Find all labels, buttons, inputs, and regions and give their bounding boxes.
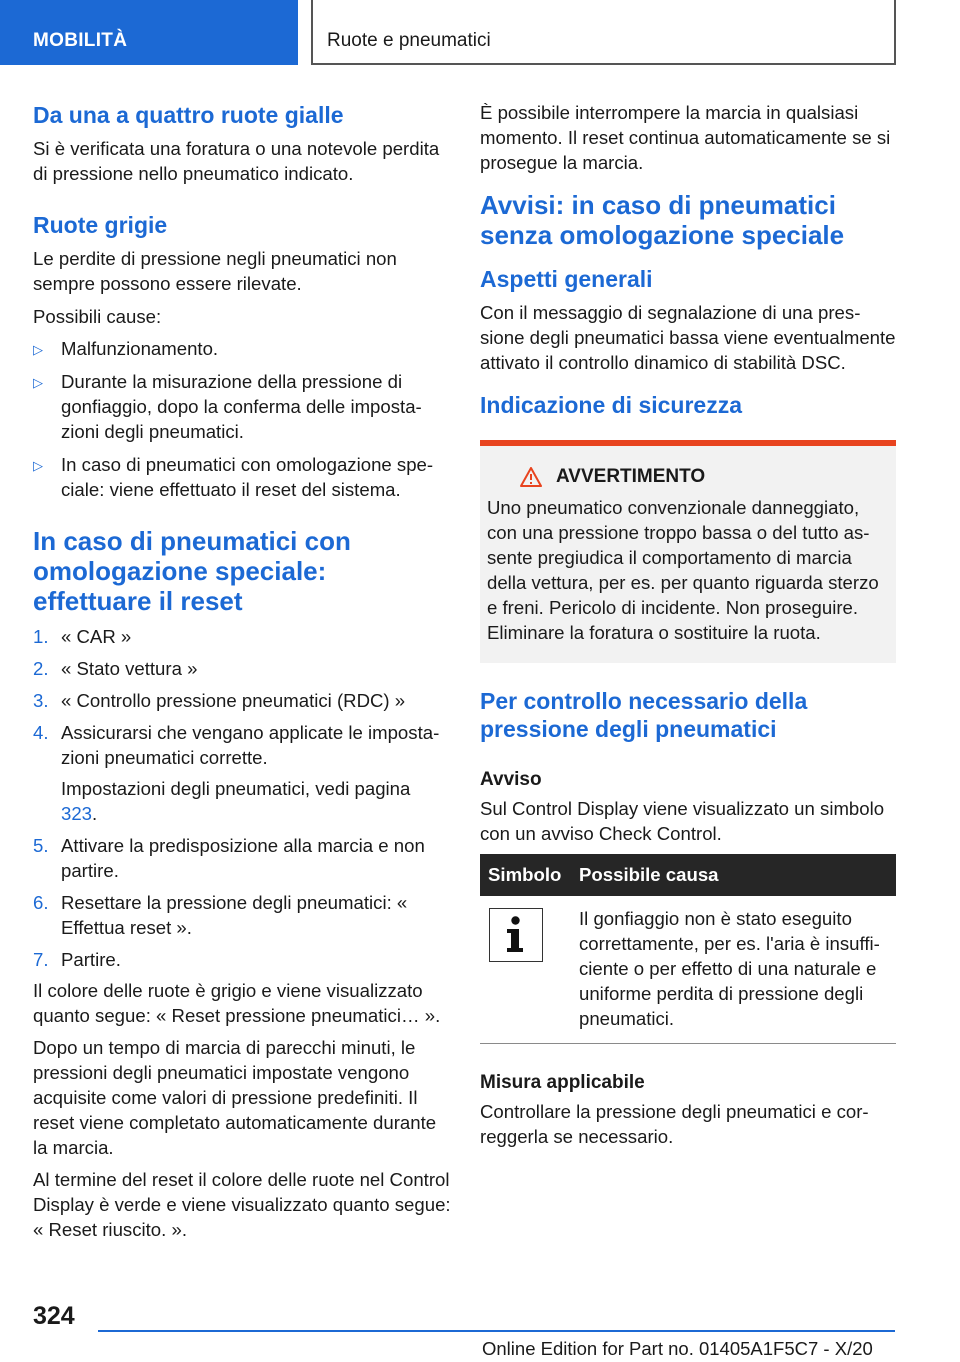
list-item: ▷ In caso di pneumatici con omologazione speciale: viene effettuato il reset del sistema. [33,454,434,500]
symbol-cell [480,896,571,1044]
avviso-text: Sul Control Display viene visualizzato un simbolo con un avviso Check Control. [480,798,885,844]
reset-steps-list [33,624,451,972]
list-item: 6. Resettare la pressione degli pneumatici: « Effettua reset ». [33,892,408,938]
yellow-wheels-heading: Da una a quattro ruote gialle [33,102,344,128]
yellow-wheels-text: Si è verificata una foratura o una notevole perdita di pressione nello pneumatico indicato. [33,138,440,184]
notices-heading: Avvisi: in caso di pneumatici senza omologazione speciale [480,190,845,250]
check-heading: Per controllo necessario della pressione degli pneumatici [480,688,808,742]
warning-triangle-icon [520,467,542,487]
right-column [480,100,896,1149]
safety-heading: Indicazione di sicurezza [480,392,743,418]
warning-title [520,464,888,489]
section-tab [0,0,298,65]
warning-text: Uno pneumatico convenzionale danneggiato, con una pressione troppo bassa o del tutto assente pregiudica il comportamento di marcia della vettura, per es. per quanto riguarda sterzo e freni. Pericolo di incidente. Non proseguire. Eliminare la foratura o sostituire la ruota. [487,497,879,643]
reset-auto-text: Dopo un tempo di marcia di parecchi minuti, le pressioni degli pneumatici impostate vengono acquisite come valori di pressione predefiniti. Il reset viene completato automaticamente durante la marcia. [33,1037,437,1158]
reset-complete-text: Al termine del reset il colore delle ruote nel Control Display è verde e viene visualizzato quanto segue: « Reset riuscito. ». [33,1169,451,1240]
list-item: 1. « CAR » [33,626,132,647]
measure-label: Misura applicabile [480,1072,645,1093]
cause-column-header: Possibile causa [571,854,896,896]
warning-box [480,440,896,663]
reset-heading: In caso di pneumatici con omologazione speciale: effettuare il reset [33,526,351,616]
chapter-title: Ruote e pneumatici [327,30,491,51]
triangle-bullet-icon: ▷ [33,458,43,473]
table-header-row [480,854,896,896]
step-subnote: Impostazioni degli pneumatici, vedi pagina 323. [61,778,411,824]
measure-text: Controllare la pressione degli pneumatici e correggerla se necessario. [480,1101,869,1147]
list-item: 4. Assicurarsi che vengano applicate le impostazioni pneumatici corrette. Impostazioni degli pneumatici, vedi pagina 323. [33,720,451,826]
list-item: 7. Partire. [33,949,121,970]
left-column [33,100,451,1242]
triangle-bullet-icon: ▷ [33,375,43,390]
interrupt-text: È possibile interrompere la marcia in qualsiasi momento. Il reset continua automaticamente se si prosegue la marcia. [480,102,891,173]
list-item: ▷ Durante la misurazione della pressione di gonfiaggio, dopo la conferma delle impostazioni degli pneumatici. [33,371,422,442]
page-number: 324 [33,1302,75,1330]
symbol-table [480,854,896,1044]
general-text: Con il messaggio di segnalazione di una pressione degli pneumatici bassa viene eventualmente attivato il controllo dinamico di stabilità DSC. [480,302,896,373]
list-item: 5. Attivare la predisposizione alla marcia e non partire. [33,835,425,881]
list-item: 2. « Stato vettura » [33,658,198,679]
list-item: 3. « Controllo pressione pneumatici (RDC) » [33,690,406,711]
list-item: ▷ Malfunzionamento. [33,336,451,361]
symbol-column-header: Simbolo [480,854,571,896]
table-row [480,896,896,1044]
edition-text: Online Edition for Part no. 01405A1F5C7 - X/20 [482,1338,873,1359]
chapter-tab [311,0,896,65]
general-heading: Aspetti generali [480,266,653,292]
section-title: MOBILITÀ [33,30,128,51]
grey-wheels-heading: Ruote grigie [33,212,168,238]
reset-status-text: Il colore delle ruote è grigio e viene visualizzato quanto segue: « Reset pressione pneumatici… ». [33,980,441,1026]
causes-label: Possibili cause: [33,306,162,327]
avviso-label: Avviso [480,769,542,790]
grey-wheels-text: Le perdite di pressione negli pneumatici non sempre possono essere rilevate. [33,248,397,294]
causes-list [33,336,451,502]
cause-cell: Il gonfiaggio non è stato eseguito correttamente, per es. l'aria è insufficiente o per effetto di una naturale e uniforme perdita di pressione degli pneumatici. [571,896,896,1044]
warning-label: AVVERTIMENTO [556,466,706,487]
triangle-bullet-icon: ▷ [33,342,43,357]
footer-divider [98,1330,895,1332]
page-link[interactable]: 323 [61,803,93,824]
info-icon [489,908,543,962]
